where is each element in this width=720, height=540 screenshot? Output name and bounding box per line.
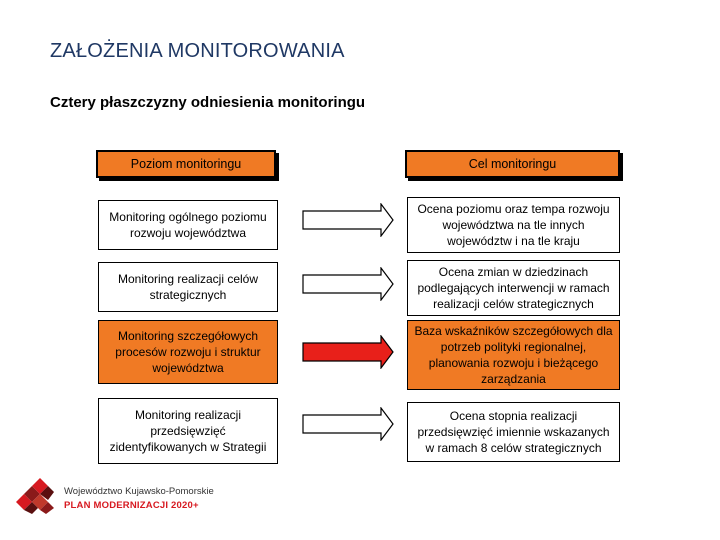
arrow-right-icon: [302, 267, 394, 301]
goal-box-4: Ocena stopnia realizacji przedsięwzięć imiennie wskazanych w ramach 8 celów strategicznych: [407, 402, 620, 462]
region-logo-icon: [14, 474, 56, 516]
level-box-4: Monitoring realizacji przedsięwzięć zidentyfikowanych w Strategii: [98, 398, 278, 464]
goal-box-3-highlighted: Baza wskaźników szczegółowych dla potrzeb polityki regionalnej, planowania rozwoju i bieżącego zarządzania: [407, 320, 620, 390]
goal-box-2: Ocena zmian w dziedzinach podlegających interwencji w ramach realizacji celów strategicznych: [407, 260, 620, 316]
header-monitoring-level: Poziom monitoringu: [96, 150, 276, 178]
logo-region-name: Województwo Kujawsko-Pomorskie: [64, 486, 214, 497]
level-box-1: Monitoring ogólnego poziomu rozwoju województwa: [98, 200, 278, 250]
slide-title: ZAŁOŻENIA MONITOROWANIA: [50, 40, 345, 62]
header-monitoring-goal: Cel monitoringu: [405, 150, 620, 178]
level-box-2: Monitoring realizacji celów strategicznych: [98, 262, 278, 312]
arrow-right-icon: [302, 203, 394, 237]
slide-subtitle: Cztery płaszczyzny odniesienia monitoringu: [50, 94, 366, 111]
arrow-right-icon: [302, 407, 394, 441]
goal-box-1: Ocena poziomu oraz tempa rozwoju województwa na tle innych województw i na tle kraju: [407, 197, 620, 253]
logo-plan-name: PLAN MODERNIZACJI 2020+: [64, 500, 199, 511]
arrow-right-icon-highlighted: [302, 335, 394, 369]
level-box-3-highlighted: Monitoring szczegółowych procesów rozwoju i struktur województwa: [98, 320, 278, 384]
